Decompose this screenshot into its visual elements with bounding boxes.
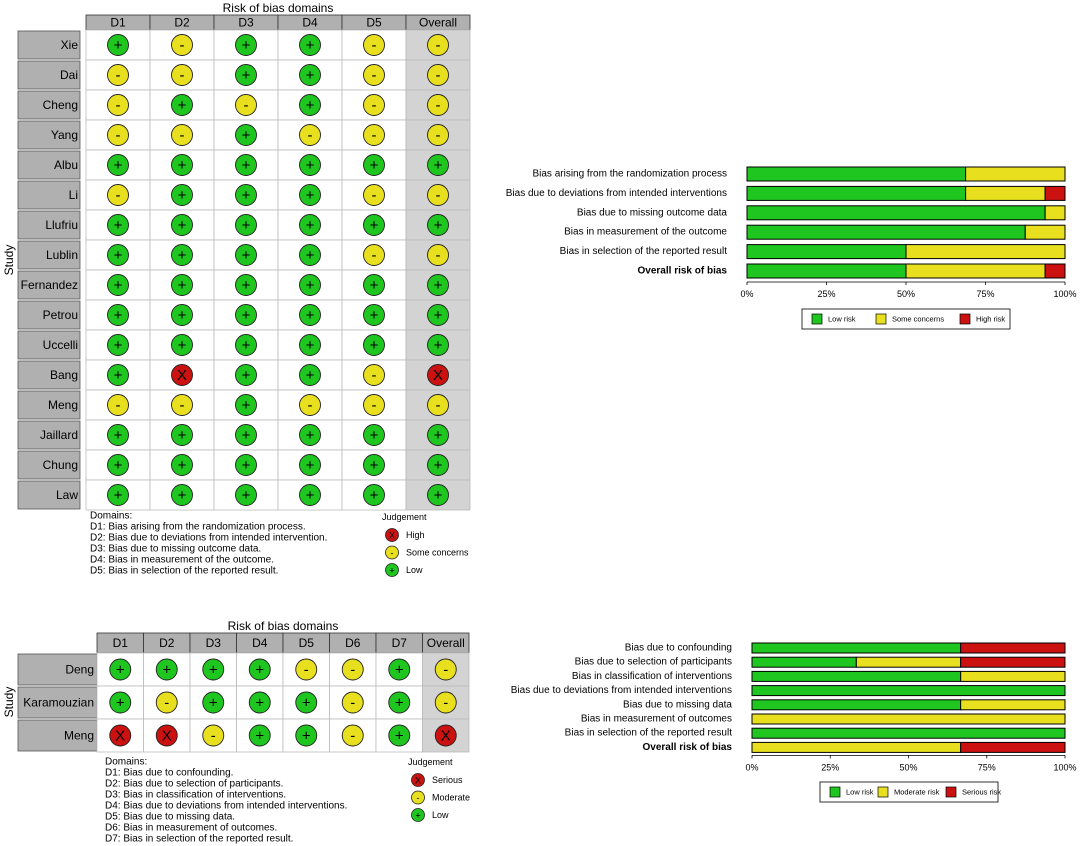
bar-category-label: Bias due to selection of participants: [574, 656, 732, 668]
domains-title: Domains:: [90, 510, 133, 522]
bar-segment-some: [752, 742, 961, 752]
judgement-symbol: +: [241, 367, 251, 384]
judgement-symbol: +: [394, 661, 404, 679]
rob-table-0: [2, 1, 470, 577]
judgement-symbol: -: [179, 127, 185, 144]
column-header-d3: D3: [205, 636, 221, 650]
judgement-symbol: +: [241, 37, 251, 54]
bar-segment-low: [747, 245, 906, 259]
bar-category-label: Bias in selection of the reported result: [559, 246, 727, 258]
judgement-symbol: -: [371, 367, 377, 384]
study-label: Lublin: [45, 248, 78, 262]
judgement-symbol: +: [241, 397, 251, 414]
column-header-overall: Overall: [418, 15, 458, 30]
judgement-symbol: +: [208, 694, 218, 712]
judgement-symbol: +: [241, 487, 251, 504]
summary-bar-chart-3: [511, 643, 1077, 803]
column-header-d7: D7: [391, 636, 407, 650]
bar-segment-some: [1045, 206, 1065, 220]
judgement-symbol: +: [113, 277, 123, 294]
domain-definition: D1: Bias arising from the randomization process.: [90, 521, 306, 533]
judgement-symbol: -: [371, 397, 377, 414]
domain-definition: D2: Bias due to deviations from intended intervention.: [90, 532, 328, 544]
bar-segment-some: [1025, 225, 1065, 239]
judgement-symbol: +: [369, 157, 379, 174]
legend-swatch-high: [960, 314, 970, 324]
bar-category-label: Bias in selection of the reported result: [564, 727, 732, 739]
column-header-d3: D3: [238, 15, 254, 30]
judgement-symbol: X: [432, 367, 444, 384]
judgement-symbol: +: [305, 217, 315, 234]
judgement-symbol: +: [433, 277, 443, 294]
judgement-symbol: +: [177, 187, 187, 204]
legend-swatch-low: [830, 787, 840, 797]
bar-category-label: Bias arising from the randomization process: [532, 168, 727, 180]
judgement-symbol: +: [113, 307, 123, 324]
bar-category-label: Bias due to confounding: [624, 642, 732, 654]
judgement-symbol: +: [241, 187, 251, 204]
summary-bar-chart-1: [506, 167, 1077, 329]
judgement-symbol: -: [115, 397, 121, 414]
bar-segment-low: [747, 186, 966, 200]
judgement-symbol: -: [307, 127, 313, 144]
legend-swatch-low: [812, 314, 822, 324]
judgement-symbol: +: [255, 694, 265, 712]
legend-label: Moderate risk: [894, 787, 940, 797]
domain-definition: D1: Bias due to confounding.: [105, 767, 234, 779]
judgement-symbol: +: [113, 37, 123, 54]
judgement-symbol: -: [435, 187, 441, 204]
bar-segment-some: [966, 167, 1065, 181]
study-label: Yang: [50, 128, 78, 142]
judgement-symbol: +: [305, 457, 315, 474]
judgement-symbol: +: [177, 277, 187, 294]
bar-category-label: Bias in measurement of outcomes: [580, 713, 732, 725]
bar-category-label: Bias due to deviations from intended interventions: [505, 187, 727, 199]
judgement-symbol: -: [435, 37, 441, 54]
judgement-symbol: -: [303, 661, 309, 679]
bar-segment-high: [961, 742, 1065, 752]
judgement-symbol: -: [371, 97, 377, 114]
judgement-symbol: +: [115, 661, 125, 679]
judgement-symbol: +: [208, 661, 218, 679]
judgement-symbol: -: [115, 187, 121, 204]
legend-swatch-high: [946, 787, 956, 797]
judgement-symbol: +: [369, 217, 379, 234]
judgement-symbol: +: [177, 457, 187, 474]
study-label: Jaillard: [39, 428, 78, 442]
judgement-symbol: -: [243, 97, 249, 114]
judgement-symbol: +: [177, 337, 187, 354]
bar-segment-some: [966, 186, 1046, 200]
judgement-symbol: +: [177, 97, 187, 114]
judgement-symbol: +: [433, 337, 443, 354]
judgement-symbol: +: [305, 337, 315, 354]
x-tick-label: 50%: [899, 762, 918, 773]
domain-definition: D3: Bias in classification of interventions.: [105, 789, 287, 801]
study-label: Deng: [65, 662, 94, 677]
judgement-symbol: -: [179, 397, 185, 414]
bar-segment-high: [961, 643, 1065, 653]
legend-label: Low risk: [846, 787, 874, 797]
bar-segment-low: [752, 700, 961, 710]
judgement-symbol: -: [115, 127, 121, 144]
judgement-symbol: +: [177, 217, 187, 234]
x-tick-label: 100%: [1053, 762, 1077, 773]
judgement-symbol: +: [115, 694, 125, 712]
judgement-symbol: +: [241, 157, 251, 174]
legend-symbol: X: [388, 530, 396, 541]
judgement-symbol: +: [369, 337, 379, 354]
judgement-symbol: +: [241, 277, 251, 294]
domain-definition: D2: Bias due to selection of participants.: [105, 778, 284, 790]
judgement-symbol: -: [371, 127, 377, 144]
judgement-symbol: X: [440, 727, 451, 745]
study-label: Albu: [53, 158, 78, 172]
legend-symbol: +: [415, 810, 421, 821]
study-label: Cheng: [42, 98, 78, 112]
rob-table-2: [2, 619, 470, 845]
bar-segment-some: [906, 245, 1065, 259]
judgement-symbol: -: [435, 97, 441, 114]
judgement-symbol: +: [305, 37, 315, 54]
judgement-symbol: +: [241, 127, 251, 144]
column-header-d6: D6: [345, 636, 361, 650]
judgement-symbol: +: [113, 457, 123, 474]
column-header-d4: D4: [252, 636, 268, 650]
judgement-symbol: +: [369, 427, 379, 444]
judgement-symbol: +: [113, 487, 123, 504]
bar-category-label: Bias in measurement of the outcome: [564, 226, 727, 238]
study-label: Karamouzian: [23, 695, 94, 710]
judgement-symbol: +: [241, 307, 251, 324]
judgement-title: Judgement: [408, 757, 453, 767]
judgement-symbol: +: [177, 427, 187, 444]
bar-category-label: Overall risk of bias: [642, 741, 732, 753]
judgement-symbol: -: [435, 247, 441, 264]
judgement-symbol: +: [433, 157, 443, 174]
judgement-symbol: -: [115, 97, 121, 114]
bar-segment-low: [752, 643, 961, 653]
judgement-symbol: +: [369, 307, 379, 324]
bar-category-label: Overall risk of bias: [637, 265, 727, 277]
column-header-d5: D5: [298, 636, 314, 650]
study-label: Llufriu: [45, 218, 78, 232]
judgement-symbol: +: [241, 247, 251, 264]
judgement-symbol: -: [115, 67, 121, 84]
judgement-symbol: +: [369, 487, 379, 504]
judgement-symbol: +: [113, 337, 123, 354]
judgement-symbol: +: [433, 307, 443, 324]
y-axis-label: Study: [2, 244, 16, 276]
judgement-symbol: +: [255, 727, 265, 745]
judgement-symbol: +: [301, 694, 311, 712]
judgement-symbol: +: [177, 487, 187, 504]
legend-label: Serious risk: [962, 787, 1002, 797]
domain-definition: D7: Bias in selection of the reported result.: [105, 833, 294, 845]
legend-symbol: -: [390, 548, 394, 558]
domain-definition: D4: Bias in measurement of the outcome.: [90, 554, 274, 566]
judgement-symbol: +: [305, 307, 315, 324]
judgement-symbol: +: [394, 727, 404, 745]
legend-label: Low: [432, 810, 449, 820]
legend-label: Moderate: [432, 792, 471, 803]
bar-category-label: Bias due to missing outcome data: [576, 207, 727, 219]
judgement-symbol: +: [241, 67, 251, 84]
legend-symbol: -: [416, 793, 420, 803]
judgement-symbol: +: [305, 487, 315, 504]
legend-label: High risk: [976, 314, 1006, 324]
column-header-d1: D1: [110, 15, 126, 30]
judgement-symbol: -: [179, 37, 185, 54]
judgement-symbol: -: [350, 661, 356, 679]
x-tick-label: 50%: [896, 289, 916, 299]
study-label: Meng: [63, 728, 94, 743]
y-axis-label: Study: [2, 686, 16, 718]
judgement-symbol: -: [443, 694, 449, 712]
judgement-symbol: +: [305, 427, 315, 444]
x-tick-label: 75%: [977, 762, 996, 773]
bar-segment-low: [752, 686, 1065, 696]
judgement-symbol: +: [255, 661, 265, 679]
domain-definition: D5: Bias in selection of the reported result.: [90, 565, 279, 577]
bar-segment-some: [961, 700, 1065, 710]
study-label: Dai: [59, 68, 78, 82]
judgement-symbol: -: [164, 694, 170, 712]
judgement-symbol: +: [177, 247, 187, 264]
judgement-symbol: -: [435, 397, 441, 414]
column-header-d5: D5: [366, 15, 382, 30]
bar-category-label: Bias due to missing data: [623, 699, 732, 711]
judgement-symbol: +: [433, 217, 443, 234]
judgement-symbol: -: [210, 727, 216, 745]
judgement-symbol: +: [369, 457, 379, 474]
x-tick-label: 0%: [745, 762, 759, 773]
legend-symbol: +: [389, 565, 395, 576]
x-tick-label: 75%: [976, 289, 995, 299]
judgement-symbol: -: [307, 397, 313, 414]
column-header-d1: D1: [112, 636, 128, 650]
bar-segment-low: [747, 264, 906, 278]
judgement-symbol: +: [305, 277, 315, 294]
judgement-symbol: +: [433, 487, 443, 504]
judgement-symbol: -: [435, 127, 441, 144]
domains-title: Domains:: [105, 756, 148, 768]
judgement-symbol: +: [113, 367, 123, 384]
bar-segment-some: [961, 671, 1065, 681]
bar-category-label: Bias in classification of interventions: [571, 670, 732, 682]
column-header-overall: Overall: [426, 636, 465, 650]
x-tick-label: 25%: [821, 762, 840, 773]
judgement-title: Judgement: [382, 512, 427, 522]
judgement-symbol: +: [177, 307, 187, 324]
judgement-symbol: +: [241, 457, 251, 474]
judgement-symbol: -: [371, 67, 377, 84]
x-tick-label: 0%: [740, 289, 754, 299]
legend-label: Some concerns: [892, 314, 945, 324]
judgement-symbol: +: [433, 457, 443, 474]
judgement-symbol: +: [177, 157, 187, 174]
judgement-symbol: +: [241, 217, 251, 234]
study-label: Li: [68, 188, 78, 202]
judgement-symbol: +: [305, 67, 315, 84]
bar-segment-some: [906, 264, 1045, 278]
bar-segment-low: [752, 657, 856, 667]
judgement-symbol: -: [443, 661, 449, 679]
domain-definition: D3: Bias due to missing outcome data.: [90, 543, 262, 555]
judgement-symbol: +: [113, 157, 123, 174]
judgement-symbol: X: [161, 727, 172, 745]
legend-label: Serious: [432, 775, 463, 785]
study-label: Fernandez: [20, 278, 78, 292]
judgement-symbol: +: [433, 427, 443, 444]
legend-swatch-some: [876, 314, 886, 324]
bar-segment-high: [961, 657, 1065, 667]
column-header-d4: D4: [302, 15, 318, 30]
judgement-symbol: +: [113, 217, 123, 234]
judgement-symbol: +: [305, 97, 315, 114]
judgement-symbol: +: [305, 157, 315, 174]
judgement-symbol: +: [369, 277, 379, 294]
bar-segment-low: [747, 167, 966, 181]
judgement-symbol: +: [305, 367, 315, 384]
judgement-symbol: -: [371, 37, 377, 54]
legend-swatch-some: [878, 787, 888, 797]
study-label: Law: [55, 488, 78, 502]
judgement-symbol: +: [113, 427, 123, 444]
column-header-d2: D2: [159, 636, 175, 650]
judgement-symbol: X: [115, 727, 126, 745]
judgement-symbol: -: [179, 67, 185, 84]
domain-definition: D4: Bias due to deviations from intended interventions.: [105, 800, 348, 812]
judgement-symbol: -: [435, 67, 441, 84]
legend-label: High: [406, 530, 425, 540]
judgement-symbol: +: [305, 187, 315, 204]
legend-label: Low risk: [828, 314, 856, 324]
judgement-symbol: +: [162, 661, 172, 679]
judgement-symbol: +: [394, 694, 404, 712]
x-tick-label: 100%: [1053, 289, 1077, 299]
judgement-symbol: -: [350, 694, 356, 712]
judgement-symbol: +: [241, 337, 251, 354]
bar-category-label: Bias due to deviations from intended interventions: [510, 685, 732, 697]
table-title: Risk of bias domains: [227, 619, 339, 633]
x-tick-label: 25%: [817, 289, 836, 299]
study-label: Meng: [47, 398, 78, 412]
bar-segment-some: [752, 714, 1065, 724]
judgement-symbol: -: [371, 247, 377, 264]
legend-label: Low: [406, 565, 423, 575]
study-label: Uccelli: [42, 338, 78, 352]
bar-segment-low: [752, 728, 1065, 738]
legend-label: Some concerns: [406, 547, 469, 558]
legend-symbol: X: [414, 775, 422, 786]
bar-segment-low: [752, 671, 961, 681]
judgement-symbol: -: [371, 187, 377, 204]
judgement-symbol: -: [350, 727, 356, 745]
study-label: Xie: [60, 38, 78, 52]
domain-definition: D6: Bias in measurement of outcomes.: [105, 822, 278, 834]
study-label: Bang: [49, 368, 78, 382]
judgement-symbol: +: [301, 727, 311, 745]
bar-segment-low: [747, 206, 1045, 220]
judgement-symbol: +: [305, 247, 315, 264]
judgement-symbol: +: [113, 247, 123, 264]
bar-segment-low: [747, 225, 1025, 239]
bar-segment-high: [1045, 186, 1065, 200]
domain-definition: D5: Bias due to missing data.: [105, 811, 236, 823]
bar-segment-high: [1045, 264, 1065, 278]
bar-segment-some: [856, 657, 960, 667]
table-title: Risk of bias domains: [222, 1, 334, 15]
judgement-symbol: +: [241, 427, 251, 444]
study-label: Chung: [42, 458, 78, 472]
column-header-d2: D2: [174, 15, 190, 30]
study-label: Petrou: [42, 308, 78, 322]
judgement-symbol: X: [176, 367, 188, 384]
